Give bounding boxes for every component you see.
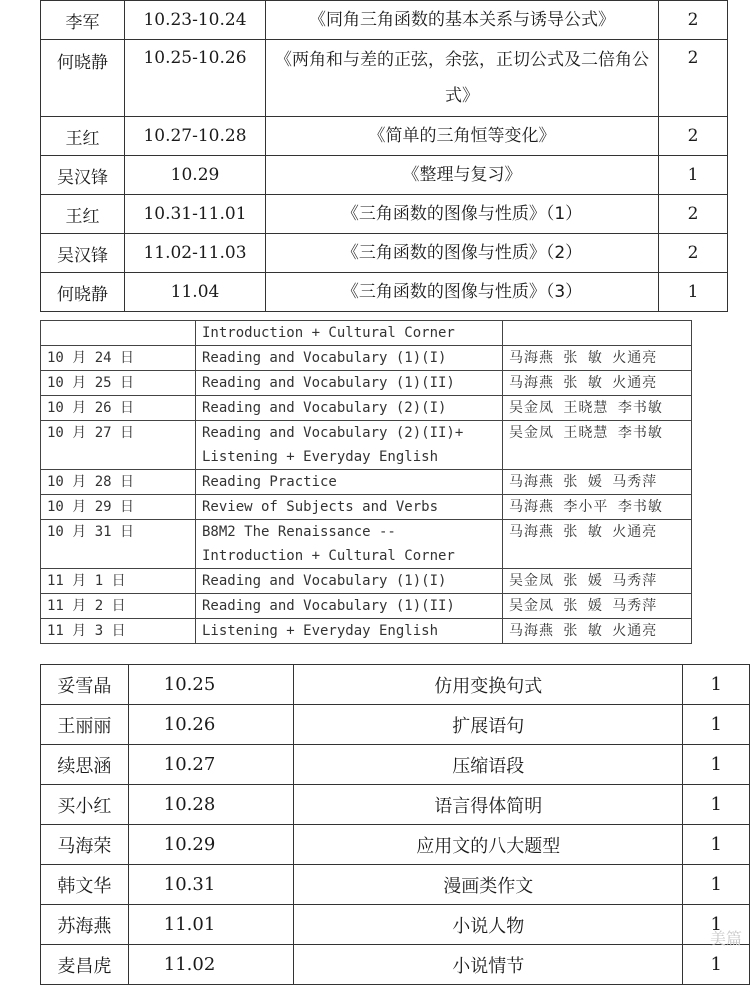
table-row <box>41 195 728 234</box>
date-cell: 10 月 27 日 <box>41 421 196 470</box>
lesson-cell: Reading and Vocabulary (1)(I) <box>196 569 503 594</box>
hours-cell: 1 <box>683 905 750 945</box>
topic-cell: 《三角函数的图像与性质》（2） <box>266 234 659 273</box>
date-cell: 11 月 2 日 <box>41 594 196 619</box>
date-cell: 10 月 28 日 <box>41 470 196 495</box>
date-cell: 11.01 <box>128 905 293 945</box>
table-row <box>41 785 750 825</box>
topic-cell: 语言得体简明 <box>294 785 683 825</box>
topic-cell: 《整理与复习》 <box>266 156 659 195</box>
table-row <box>41 371 692 396</box>
topic-cell: 仿用变换句式 <box>294 665 683 705</box>
date-cell: 10.31 <box>128 865 293 905</box>
table-row <box>41 346 692 371</box>
teachers-cell: 马海燕 张 敏 火通亮 <box>503 520 692 569</box>
watermark: 美篇 <box>709 929 742 948</box>
table-row <box>41 40 728 117</box>
date-cell: 10.23-10.24 <box>125 1 266 40</box>
topic-cell: 应用文的八大题型 <box>294 825 683 865</box>
teachers-cell: 吴金凤 王晓慧 李书敏 <box>503 421 692 470</box>
topic-cell: 《两角和与差的正弦，余弦，正切公式及二倍角公式》 <box>266 40 659 117</box>
lesson-cell: Reading and Vocabulary (1)(I) <box>196 346 503 371</box>
date-cell: 10.31-11.01 <box>125 195 266 234</box>
table-row <box>41 905 750 945</box>
table-row <box>41 594 692 619</box>
teacher-cell: 王丽丽 <box>41 705 129 745</box>
teachers-cell: 吴金凤 张 媛 马秀萍 <box>503 594 692 619</box>
topic-cell: 《简单的三角恒等变化》 <box>266 117 659 156</box>
lesson-cell: Reading and Vocabulary (2)(II)+ Listening + Everyday English <box>196 421 503 470</box>
topic-cell: 压缩语段 <box>294 745 683 785</box>
table-row <box>41 396 692 421</box>
lesson-cell: Introduction + Cultural Corner <box>196 321 503 346</box>
table-row <box>41 825 750 865</box>
teacher-cell: 麦昌虎 <box>41 945 129 985</box>
date-cell: 11 月 3 日 <box>41 619 196 644</box>
table-row <box>41 1 728 40</box>
table-row <box>41 156 728 195</box>
teacher-cell: 韩文华 <box>41 865 129 905</box>
table-row <box>41 117 728 156</box>
hours-cell: 1 <box>683 945 750 985</box>
date-cell: 10.27-10.28 <box>125 117 266 156</box>
teacher-cell: 续思涵 <box>41 745 129 785</box>
hours-cell: 1 <box>659 273 728 312</box>
lesson-cell: Listening + Everyday English <box>196 619 503 644</box>
date-cell: 10 月 29 日 <box>41 495 196 520</box>
topic-cell: 扩展语句 <box>294 705 683 745</box>
date-cell: 10 月 26 日 <box>41 396 196 421</box>
teacher-cell: 王红 <box>41 195 125 234</box>
table-row <box>41 619 692 644</box>
hours-cell: 1 <box>683 825 750 865</box>
hours-cell: 2 <box>659 117 728 156</box>
table-row <box>41 665 750 705</box>
table-row <box>41 865 750 905</box>
date-cell: 10.26 <box>128 705 293 745</box>
table-row <box>41 234 728 273</box>
math-schedule-segment <box>0 0 750 326</box>
teacher-cell: 买小红 <box>41 785 129 825</box>
hours-cell: 1 <box>659 156 728 195</box>
date-cell: 10.29 <box>128 825 293 865</box>
teachers-cell: 马海燕 张 敏 火通亮 <box>503 619 692 644</box>
hours-cell: 1 <box>683 745 750 785</box>
date-cell: 11.04 <box>125 273 266 312</box>
table-row <box>41 495 692 520</box>
date-cell: 11 月 1 日 <box>41 569 196 594</box>
date-cell: 10.27 <box>128 745 293 785</box>
lesson-cell: Reading and Vocabulary (1)(II) <box>196 594 503 619</box>
english-schedule-segment <box>40 325 710 656</box>
teachers-cell: 马海燕 李小平 李书敏 <box>503 495 692 520</box>
topic-cell: 《三角函数的图像与性质》（1） <box>266 195 659 234</box>
teacher-cell: 妥雪晶 <box>41 665 129 705</box>
table-row <box>41 321 692 346</box>
lesson-cell: Reading and Vocabulary (1)(II) <box>196 371 503 396</box>
teacher-cell: 何晓静 <box>41 273 125 312</box>
date-cell: 11.02-11.03 <box>125 234 266 273</box>
chinese-schedule-table <box>40 664 750 985</box>
date-cell: 10.29 <box>125 156 266 195</box>
topic-cell: 《同角三角函数的基本关系与诱导公式》 <box>266 1 659 40</box>
topic-cell: 漫画类作文 <box>294 865 683 905</box>
hours-cell: 1 <box>683 705 750 745</box>
teachers-cell: 吴金凤 张 媛 马秀萍 <box>503 569 692 594</box>
teachers-cell: 马海燕 张 媛 马秀萍 <box>503 470 692 495</box>
teachers-cell: 吴金凤 王晓慧 李书敏 <box>503 396 692 421</box>
hours-cell: 1 <box>683 785 750 825</box>
hours-cell: 2 <box>659 234 728 273</box>
math-schedule-table <box>40 0 728 312</box>
table-row <box>41 520 692 569</box>
date-cell: 10.25 <box>128 665 293 705</box>
teachers-cell: 马海燕 张 敏 火通亮 <box>503 371 692 396</box>
hours-cell: 2 <box>659 1 728 40</box>
hours-cell: 2 <box>659 40 728 117</box>
teacher-cell: 吴汉锋 <box>41 234 125 273</box>
lesson-cell: Reading and Vocabulary (2)(I) <box>196 396 503 421</box>
table-row <box>41 470 692 495</box>
table-row <box>41 945 750 985</box>
english-schedule-table <box>40 320 692 644</box>
lesson-cell: Review of Subjects and Verbs <box>196 495 503 520</box>
table-row <box>41 569 692 594</box>
topic-cell: 小说人物 <box>294 905 683 945</box>
table-row <box>41 421 692 470</box>
date-cell: 10 月 25 日 <box>41 371 196 396</box>
teacher-cell: 李军 <box>41 1 125 40</box>
table-row <box>41 273 728 312</box>
date-cell: 10 月 24 日 <box>41 346 196 371</box>
teacher-cell: 苏海燕 <box>41 905 129 945</box>
teacher-cell: 王红 <box>41 117 125 156</box>
hours-cell: 1 <box>683 665 750 705</box>
lesson-cell: Reading Practice <box>196 470 503 495</box>
teacher-cell: 吴汉锋 <box>41 156 125 195</box>
topic-cell: 《三角函数的图像与性质》（3） <box>266 273 659 312</box>
teacher-cell: 马海荣 <box>41 825 129 865</box>
chinese-schedule-segment <box>0 672 750 1001</box>
teachers-cell: 马海燕 张 敏 火通亮 <box>503 346 692 371</box>
lesson-cell: B8M2 The Renaissance -- Introduction + Cultural Corner <box>196 520 503 569</box>
table-row <box>41 705 750 745</box>
topic-cell: 小说情节 <box>294 945 683 985</box>
date-cell: 10 月 31 日 <box>41 520 196 569</box>
table-row <box>41 745 750 785</box>
hours-cell: 2 <box>659 195 728 234</box>
date-cell: 10.25-10.26 <box>125 40 266 117</box>
date-cell: 10.28 <box>128 785 293 825</box>
teacher-cell: 何晓静 <box>41 40 125 117</box>
hours-cell: 1 <box>683 865 750 905</box>
date-cell: 11.02 <box>128 945 293 985</box>
